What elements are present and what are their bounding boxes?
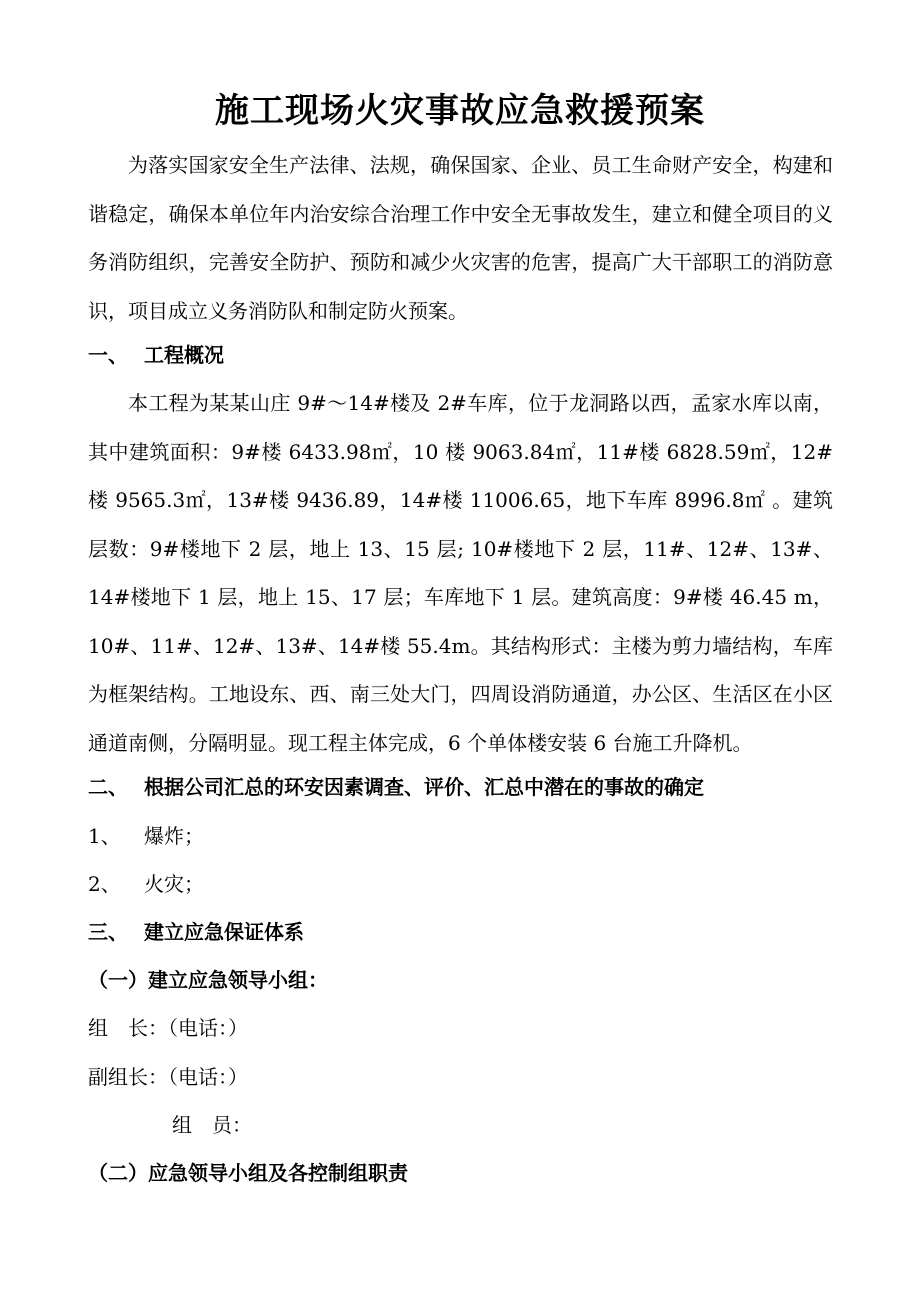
subsection-1-heading: （一）建立应急领导小组： (88, 968, 328, 992)
list-item-number: 2、 (88, 872, 121, 896)
document-title: 施工现场火灾事故应急救援预案 (215, 91, 705, 131)
deputy-leader-line: 副组长：（电话：） (88, 1065, 248, 1089)
members-line: 组 员： (172, 1113, 252, 1137)
list-item-number: 1、 (88, 824, 121, 848)
list-item-text: 爆炸； (144, 824, 204, 848)
section-1-heading (88, 340, 224, 370)
section-1-title: 工程概况 (144, 343, 224, 367)
section-1-body: 本工程为某某山庄 9#～14#楼及 2#车库，位于龙洞路以西，孟家水库以南，其中建筑面积：9#楼 6433.98㎡，10 楼 9063.84㎡，11#楼 6828.59㎡，12#楼 9565.3㎡，13#楼 9436.89，14#楼 11006.65，地下车库 8996.8㎡ 。建筑层数：9#楼地下 2 层，地上 13、15 层; 10#楼地下 2 层，11#、12#、13#、14#楼地下 1 层，地上 15、17 层；车库地下 1 层。建筑高度：9#楼 46.45 m，10#、11#、12#、13#、14#楼 55.4m。其结构形式：主楼为剪力墙结构，车库为框架结构。工地设东、西、南三处大门，四周设消防通道，办公区、生活区在小区通道南侧，分隔明显。现工程主体完成，6 个单体楼安装 6 台施工升降机。 (88, 391, 833, 755)
section-2-title: 根据公司汇总的环安因素调查、评价、汇总中潜在的事故的确定 (144, 775, 704, 799)
section-3-heading (88, 917, 304, 947)
section-1-number: 一、 (88, 343, 128, 367)
list-item (88, 869, 204, 899)
list-item (88, 821, 204, 851)
intro-paragraph: 为落实国家安全生产法律、法规，确保国家、企业、员工生命财产安全，构建和谐稳定，确保本单位年内治安综合治理工作中安全无事故发生，建立和健全项目的义务消防组织，完善安全防护、预防和减少火灾害的危害，提高广大干部职工的消防意识，项目成立义务消防队和制定防火预案。 (88, 153, 833, 323)
list-item-text: 火灾； (144, 872, 204, 896)
section-3-title: 建立应急保证体系 (144, 920, 304, 944)
section-3-number: 三、 (88, 920, 128, 944)
leader-line: 组 长：（电话：） (88, 1016, 248, 1040)
section-2-number: 二、 (88, 775, 128, 799)
section-2-heading (88, 772, 704, 802)
subsection-2-heading: （二）应急领导小组及各控制组职责 (88, 1161, 408, 1185)
